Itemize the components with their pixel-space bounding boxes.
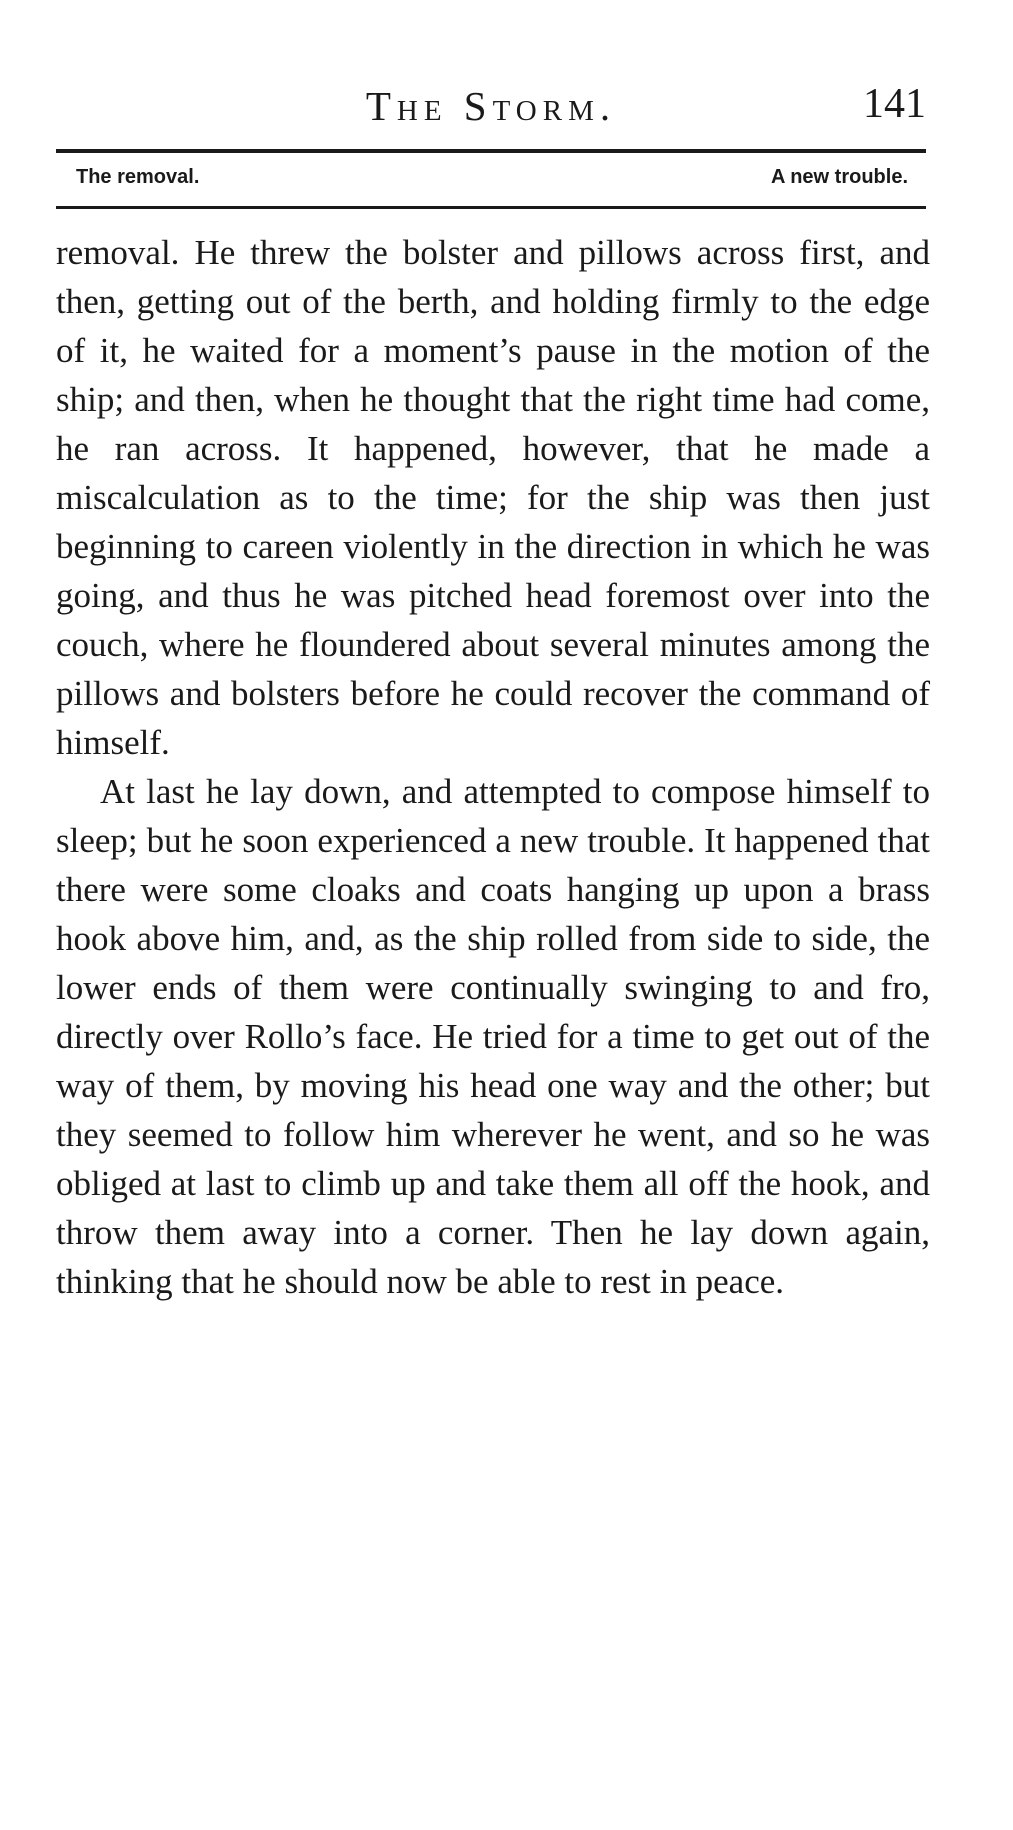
section-subheads: [76, 166, 908, 198]
subhead-right: A new trouble.: [770, 166, 908, 188]
paragraph-2: At last he lay down, and attempted to compose himself to sleep; but he soon experienced a new trouble. It happened that there were some cloaks and coats hanging up upon a brass hook above him, and, as the ship rolled from side to side, the lower ends of them were continually swinging to and fro, directly over Rollo’s face. He tried for a time to get out of the way of them, by moving his head one way and the other; but they seemed to follow him wherever he went, and so he was obliged at last to climb up and take them all off the hook, and throw them away into a corner. Then he lay down again, thinking that he should now be able to rest in peace.: [56, 772, 930, 1301]
paragraph-1: removal. He threw the bolster and pillows across first, and then, getting out of the berth, and holding firmly to the edge of it, he waited for a moment’s pause in the motion of the ship; and then, when he thought that the right time had come, he ran across. It happened, however, that he made a miscalculation as to the time; for the ship was then just beginning to careen violently in the direction in which he was going, and thus he was pitched head foremost over into the couch, where he floundered about several minutes among the pillows and bolsters before he could recover the command of himself.: [56, 233, 930, 762]
page-number: 141: [863, 81, 926, 127]
chapter-title: The Storm.: [365, 83, 617, 129]
header-rule-top: [56, 149, 926, 153]
header-rule-bottom: [56, 206, 926, 209]
subhead-left: The removal.: [76, 166, 200, 188]
body-text: [56, 228, 930, 1306]
running-head: [56, 72, 926, 132]
